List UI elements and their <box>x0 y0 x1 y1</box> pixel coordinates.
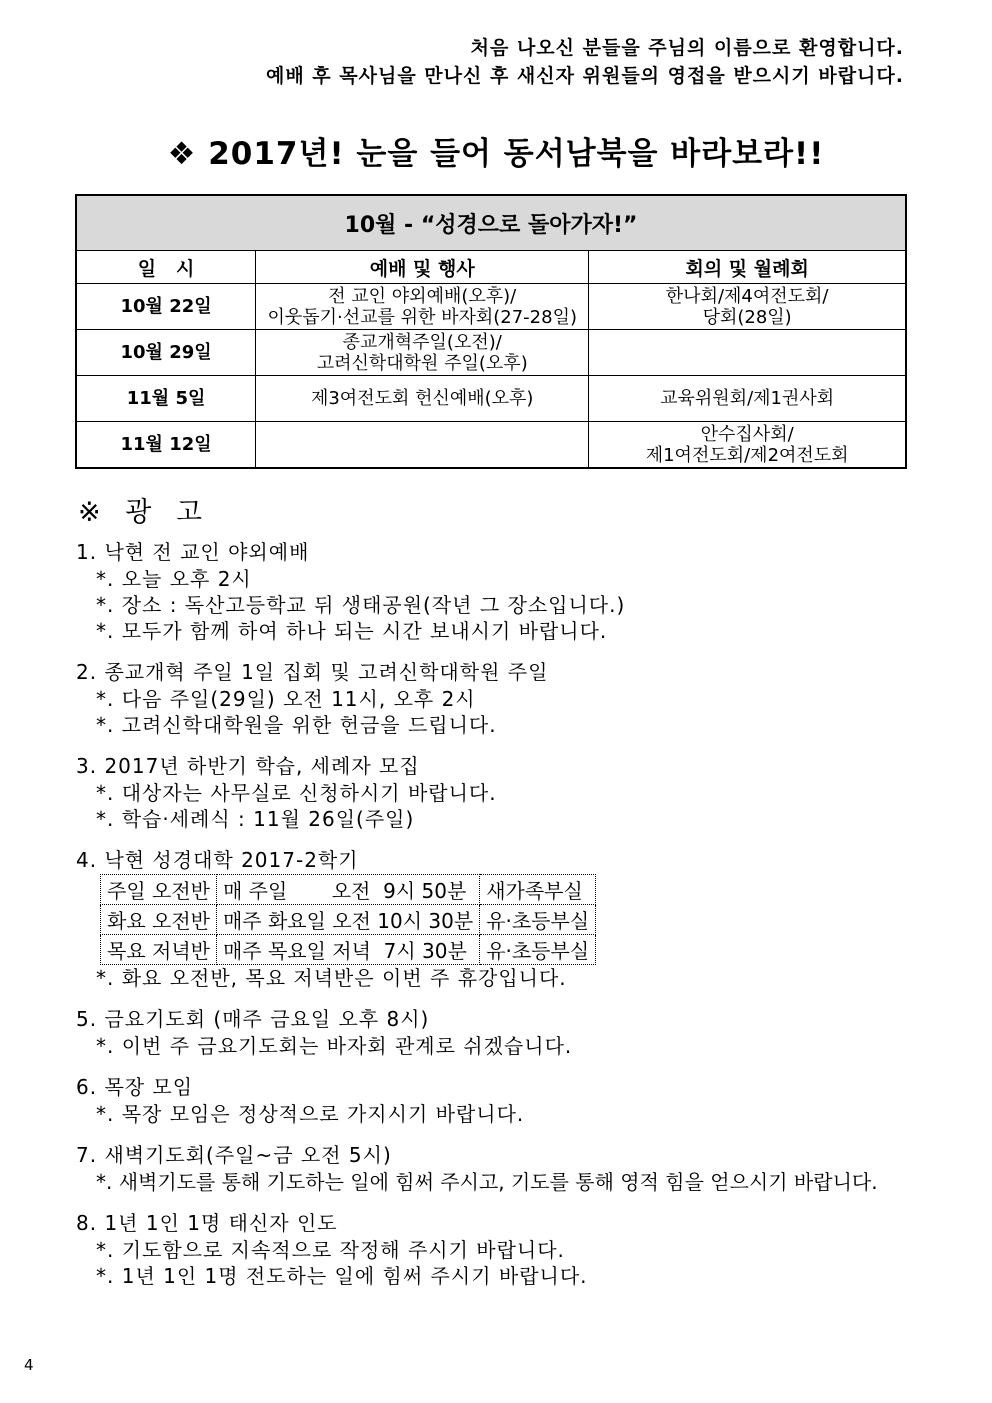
announcement-line: *. 오늘 오후 2시 <box>96 567 252 591</box>
college-room: 새가족부실 <box>480 875 596 905</box>
schedule-row <box>76 330 906 376</box>
announcement-line: *. 다음 주일(29일) 오전 11시, 오후 2시 <box>96 687 476 711</box>
row-events <box>256 376 589 422</box>
schedule-row <box>76 284 906 330</box>
welcome-message <box>266 34 904 90</box>
row-meetings <box>589 284 906 330</box>
schedule-table <box>75 194 907 469</box>
row-events <box>256 330 589 376</box>
announcement-title: 5. 금요기도회 (매주 금요일 오후 8시) <box>76 1007 430 1031</box>
announcement-title: 2. 종교개혁 주일 1일 집회 및 고려신학대학원 주일 <box>76 660 549 684</box>
college-row <box>101 875 596 905</box>
college-class: 목요 저녁반 <box>101 935 217 965</box>
college-row <box>101 935 596 965</box>
meeting-line: 한나회/제4여전도회/ <box>665 285 829 307</box>
row-meetings <box>589 422 906 469</box>
college-class: 화요 오전반 <box>101 905 217 935</box>
row-date: 10월 29일 <box>76 330 256 376</box>
row-events <box>256 284 589 330</box>
row-meetings <box>589 376 906 422</box>
college-room: 유·초등부실 <box>480 935 596 965</box>
row-date: 11월 12일 <box>76 422 256 469</box>
announcement-item <box>76 846 956 991</box>
announcement-line: *. 모두가 함께 하여 하나 되는 시간 보내시기 바랍니다. <box>96 619 608 643</box>
announcement-title: 8. 1년 1인 1명 태신자 인도 <box>76 1211 338 1235</box>
announcement-title: 4. 낙현 성경대학 2017-2학기 <box>76 848 359 872</box>
announcement-item <box>76 752 956 832</box>
meeting-line: 교육위원회/제1권사회 <box>660 388 835 409</box>
event-line: 이웃돕기·선교를 위한 바자회(27-28일) <box>267 306 577 328</box>
announcement-item <box>76 1073 956 1127</box>
page-number: 4 <box>24 1356 34 1374</box>
meeting-line: 제1여전도회/제2여전도회 <box>645 444 849 466</box>
event-line: 고려신학대학원 주일(오후) <box>316 352 528 374</box>
announcement-item <box>76 1209 956 1289</box>
announcement-line: *. 1년 1인 1명 전도하는 일에 힘써 주시기 바랍니다. <box>96 1264 588 1288</box>
college-room: 유·초등부실 <box>480 905 596 935</box>
announcements-list <box>76 538 956 1303</box>
college-row <box>101 905 596 935</box>
announcement-item <box>76 658 956 738</box>
meeting-line: 당회(28일) <box>702 306 792 328</box>
welcome-line-1: 처음 나오신 분들을 주님의 이름으로 환영합니다. <box>470 37 904 59</box>
meeting-line: 안수집사회/ <box>700 423 794 445</box>
schedule-month-title: 10월 - “성경으로 돌아가자!” <box>76 195 906 251</box>
announcement-line: *. 화요 오전반, 목요 저녁반은 이번 주 휴강입니다. <box>96 966 567 990</box>
announcement-title: 3. 2017년 하반기 학습, 세례자 모집 <box>76 754 420 778</box>
schedule-row <box>76 422 906 469</box>
announcement-line: *. 장소 : 독산고등학교 뒤 생태공원(작년 그 장소입니다.) <box>96 593 626 617</box>
college-time: 매주 목요일 저녁 7시 30분 <box>216 935 479 965</box>
announcement-line: *. 학습·세례식 : 11월 26일(주일) <box>96 807 415 831</box>
announcement-title: 7. 새벽기도회(주일~금 오전 5시) <box>76 1143 392 1167</box>
main-title: ❖ 2017년! 눈을 들어 동서남북을 바라보라!! <box>167 136 825 172</box>
announcement-title: 1. 낙현 전 교인 야외예배 <box>76 540 310 564</box>
college-time: 매주 화요일 오전 10시 30분 <box>216 905 479 935</box>
header-date: 일 시 <box>76 251 256 284</box>
event-line: 제3여전도회 헌신예배(오후) <box>310 388 534 409</box>
announcement-line: *. 고려신학대학원을 위한 헌금을 드립니다. <box>96 713 497 737</box>
header-meetings: 회의 및 월례회 <box>589 251 906 284</box>
announcements-title: ※ 광 고 <box>78 497 210 528</box>
bible-college-table <box>100 874 596 965</box>
row-date: 10월 22일 <box>76 284 256 330</box>
header-events: 예배 및 행사 <box>256 251 589 284</box>
announcement-line: *. 기도함으로 지속적으로 작정해 주시기 바랍니다. <box>96 1238 565 1262</box>
announcement-title: 6. 목장 모임 <box>76 1075 194 1099</box>
college-class: 주일 오전반 <box>101 875 217 905</box>
college-time: 매 주일 오전 9시 50분 <box>216 875 479 905</box>
event-line: 전 교인 야외예배(오후)/ <box>328 285 517 307</box>
row-meetings <box>589 330 906 376</box>
announcement-line: *. 대상자는 사무실로 신청하시기 바랍니다. <box>96 781 497 805</box>
announcement-item <box>76 538 956 644</box>
announcement-item <box>76 1005 956 1059</box>
event-line: 종교개혁주일(오전)/ <box>342 331 502 353</box>
row-date: 11월 5일 <box>76 376 256 422</box>
row-events <box>256 422 589 469</box>
welcome-line-2: 예배 후 목사님을 만나신 후 새신자 위원들의 영접을 받으시기 바랍니다. <box>265 65 904 87</box>
announcement-line: *. 이번 주 금요기도회는 바자회 관계로 쉬겠습니다. <box>96 1034 573 1058</box>
announcement-item <box>76 1141 956 1195</box>
announcement-line: *. 새벽기도를 통해 기도하는 일에 힘써 주시고, 기도를 통해 영적 힘을 얻으시기 바랍니다. <box>96 1170 878 1194</box>
schedule-row <box>76 376 906 422</box>
announcement-line: *. 목장 모임은 정상적으로 가지시기 바랍니다. <box>96 1102 525 1126</box>
